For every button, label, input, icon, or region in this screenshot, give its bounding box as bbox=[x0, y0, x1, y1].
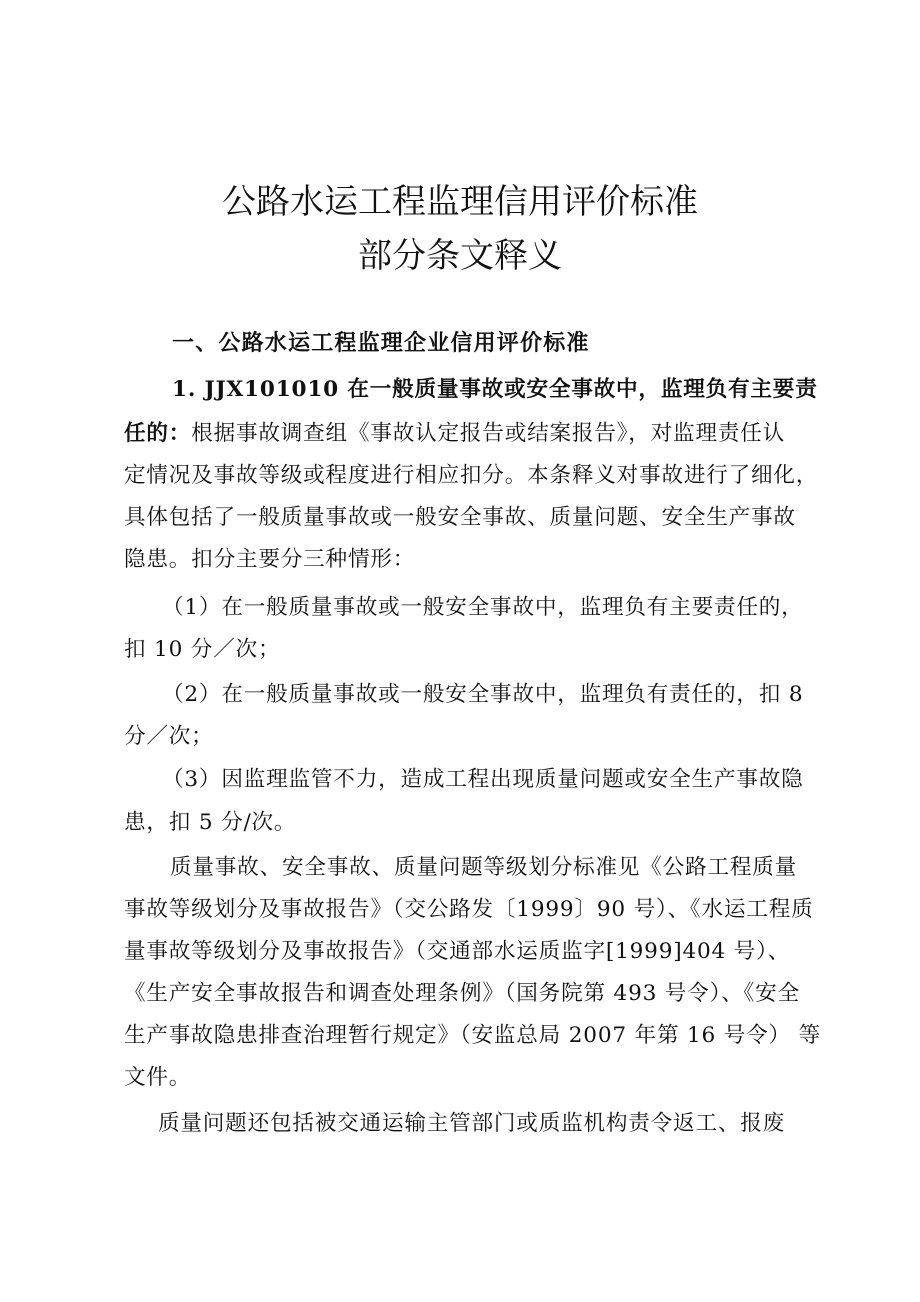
item1-line2 bbox=[124, 416, 785, 447]
document-subtitle: 部分条文释义 bbox=[358, 236, 562, 276]
paragraph-line: 事故等级划分及事故报告》（交公路发〔1999〕90 号）、《水运工程质 bbox=[124, 897, 814, 922]
paragraph-line: 具体包括了一般质量事故或一般安全事故、质量问题、安全生产事故 bbox=[124, 505, 796, 530]
paragraph-line: 隐患。扣分主要分三种情形： bbox=[124, 547, 416, 572]
item1-heading: 1. JJX101010 在一般质量事故或安全事故中，监理负有主要责 bbox=[172, 377, 818, 402]
paragraph-line: 定情况及事故等级或程度进行相应扣分。本条释义对事故进行了细化， bbox=[124, 463, 819, 488]
paragraph-line: 质量事故、安全事故、质量问题等级划分标准见《公路工程质量 bbox=[170, 855, 798, 880]
document-title: 公路水运工程监理信用评价标准 bbox=[222, 182, 698, 222]
item1-text: 根据事故调查组《事故认定报告或结案报告》，对监理责任认 bbox=[191, 421, 786, 446]
case2-line: （2）在一般质量事故或一般安全事故中，监理负有责任的，扣 8 bbox=[162, 682, 804, 707]
case1-line: （1）在一般质量事故或一般安全事故中，监理负有主要责任的， bbox=[162, 595, 804, 620]
paragraph-line: 生产事故隐患排查治理暂行规定》（安监总局 2007 年第 16 号令） 等 bbox=[124, 1023, 821, 1048]
section-heading: 一、公路水运工程监理企业信用评价标准 bbox=[172, 331, 590, 356]
case3-line: （3）因监理监管不力，造成工程出现质量问题或安全生产事故隐 bbox=[162, 767, 804, 792]
paragraph-line: 文件。 bbox=[124, 1065, 192, 1090]
case1-line: 扣 10 分／次； bbox=[124, 637, 281, 662]
case3-line: 患，扣 5 分/次。 bbox=[124, 810, 297, 835]
paragraph-line: 《生产安全事故报告和调查处理条例》（国务院第 493 号令）、《安全 bbox=[124, 981, 800, 1006]
case2-line: 分／次； bbox=[124, 724, 214, 749]
paragraph-line: 质量问题还包括被交通运输主管部门或质监机构责令返工、报废 bbox=[158, 1111, 786, 1136]
item1-heading-end: 任的： bbox=[124, 421, 192, 446]
paragraph-line: 量事故等级划分及事故报告》（交通部水运质监字[1999]404 号）、 bbox=[124, 939, 791, 964]
